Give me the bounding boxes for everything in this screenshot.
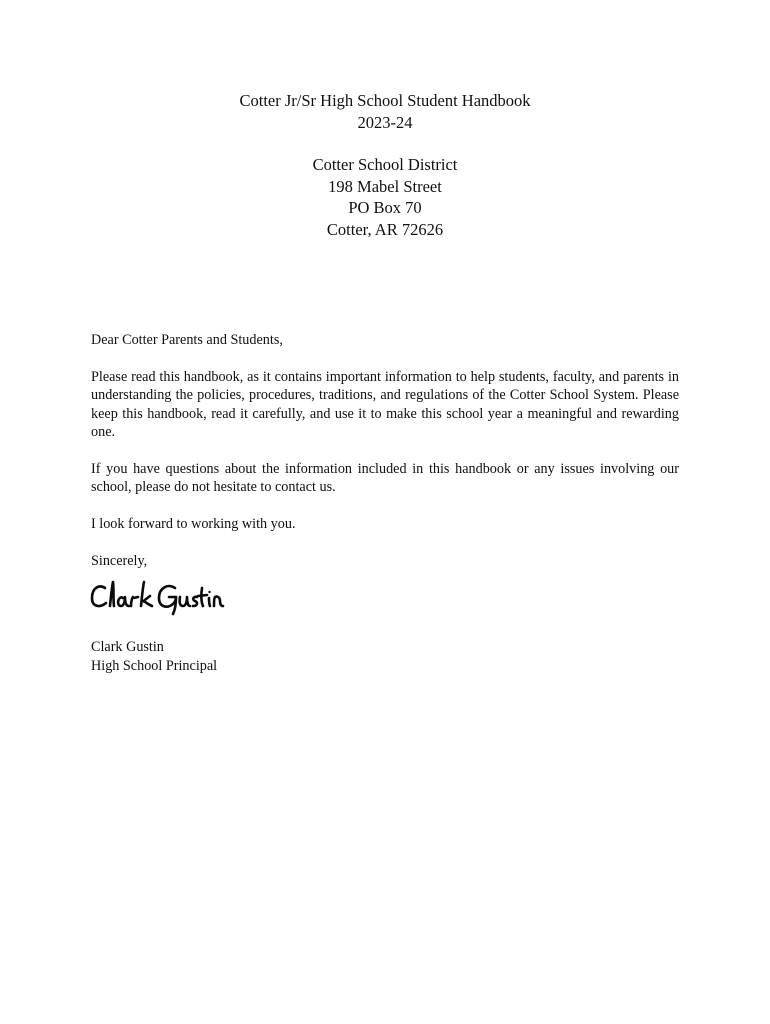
- title-block: [0, 90, 770, 240]
- street-address: 198 Mabel Street: [328, 176, 442, 196]
- signer-block: [91, 638, 679, 675]
- handbook-title: Cotter Jr/Sr High School Student Handbook: [239, 91, 531, 110]
- title-spacer: [0, 133, 770, 154]
- signature-area: [91, 576, 679, 628]
- signer-name: Clark Gustin: [91, 639, 164, 656]
- school-year: 2023-24: [357, 112, 413, 132]
- letter-greeting: Dear Cotter Parents and Students,: [91, 332, 283, 348]
- letter-paragraph: If you have questions about the information included in this handbook or any issues involving our school, please do not hesitate to contact us.: [91, 460, 679, 496]
- letter-paragraph: I look forward to working with you.: [91, 516, 296, 533]
- city-state-zip: Cotter, AR 72626: [326, 219, 444, 239]
- letter-paragraph: Please read this handbook, as it contains important information to help students, faculty, and parents in understanding the policies, procedures, traditions, and regulations of the Cotter School System. Please keep this handbook, read it carefully, and use it to make this school year a meaningful and rewarding one.: [91, 368, 679, 441]
- signer-title: High School Principal: [91, 657, 218, 674]
- po-box: PO Box 70: [348, 198, 422, 217]
- letter-body: [91, 331, 679, 675]
- letter-closing: Sincerely,: [91, 552, 148, 569]
- handwritten-signature: [89, 576, 229, 620]
- district-name: Cotter School District: [312, 155, 458, 174]
